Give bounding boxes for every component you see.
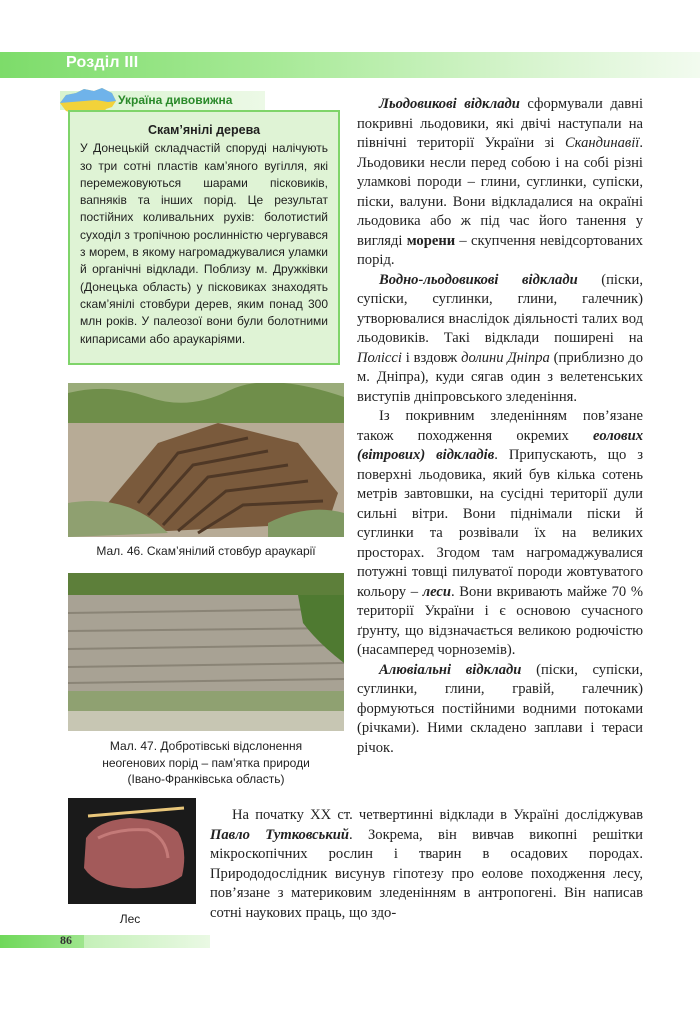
photo-loess	[68, 798, 196, 904]
infobox-text: У Донецькій складчастій споруді налічують зо три сотні пластів кам’яного вугілля, які перемежовуються шарами пісковиків, вапняків та інших порід. Це результат постійних коливальних рухів: болотистий суходіл з тропічною рослинністю чергувався з морем, в якому нагромаджувалися уламки й органічні відклади. Поблизу м. Дружківки (Донецька область) у пісковиках знаходять скам’янілі стовбури дерев, яким понад 300 млн років. У палеозої вони були болотними кипарисами або араукаріями.	[80, 141, 328, 346]
paragraph-fluvioglacial: Водно-льодовикові відклади (піски, супіски, суглинки, глини, галечник) утворювалися внаслідок діяльності талих вод льодовиків. Такі відклади поширені на Поліссі і вздовж долини Дніпра (приблизно до м. Дніпра), куди сягав один з велетенських виступів дніпровського зледеніння.	[357, 271, 643, 405]
caption-fig46: Мал. 46. Скам’янілий стовбур араукарії	[96, 544, 316, 558]
main-text-column	[357, 95, 643, 758]
bottom-text	[210, 806, 643, 923]
photo-petrified-trunk	[68, 383, 344, 537]
infobox-title: Скам’янілі дерева	[147, 123, 261, 137]
caption-fig47-line3: (Івано-Франківська область)	[127, 772, 285, 786]
caption-fig47-line1: Мал. 47. Добротівські відслонення	[109, 739, 303, 753]
paragraph-tutkovsky: На початку XX ст. четвертинні відклади в Україні досліджував Павло Тутковський. Зокрема, він вивчав викопні решітки мікроскопічних рослин і тварин в осадових породах. Природодослідник висунув гіпотезу про еолове походження лесу, пов’язане з материковим зледенінням в антропогені. Він написав сотні наукових праць, що здо-	[210, 807, 643, 921]
section-title: Розділ III	[66, 54, 139, 71]
infobox	[68, 110, 340, 365]
paragraph-eolian: Із покривним зледенінням пов’язане також походження окремих еолових (вітрових) відкладів. Припускають, що з поверхні льодовика, який був кілька сотень метрів завтовшки, на сусідні території дули сильні вітри. Вони піднімали піски й суглинки та розвівали їх на великих просторах. Згодом там нагромаджувалися потужні товщі пилуватої породи жовтуватого кольору – леси. Вони вкривають майже 70 % території України і є основою сучасного ґрунту, що відзначається великою родючістю (насамперед чорноземів).	[357, 408, 643, 658]
caption-fig47	[56, 738, 356, 788]
caption-loess: Лес	[119, 912, 141, 926]
photo-outcrop	[68, 573, 344, 731]
footer-bar-fade	[84, 935, 210, 948]
page-number: 86	[60, 933, 72, 947]
caption-fig47-line2: неогенових порід – пам’ятка природи	[102, 755, 310, 770]
infobox-label: Україна дивовижна	[118, 93, 233, 107]
paragraph-glacial: Льодовикові відклади сформували давні покривні льодовики, які двічі наступали на північні території України зі Скандинавії. Льодовики несли перед собою і на собі різні уламкові породи – глини, суглинки, супіски, піски, валуни. Вони відкладалися на окраїні льодовика або ж під час його танення у вигляді морени – скупчення невідсортованих порід.	[357, 96, 643, 268]
paragraph-alluvial: Алювіальні відклади (піски, супіски, суглинки, глини, гравій, галечник) формуються постійними водними потоками (річками). Ними складено заплави і тераси річок.	[357, 661, 643, 756]
